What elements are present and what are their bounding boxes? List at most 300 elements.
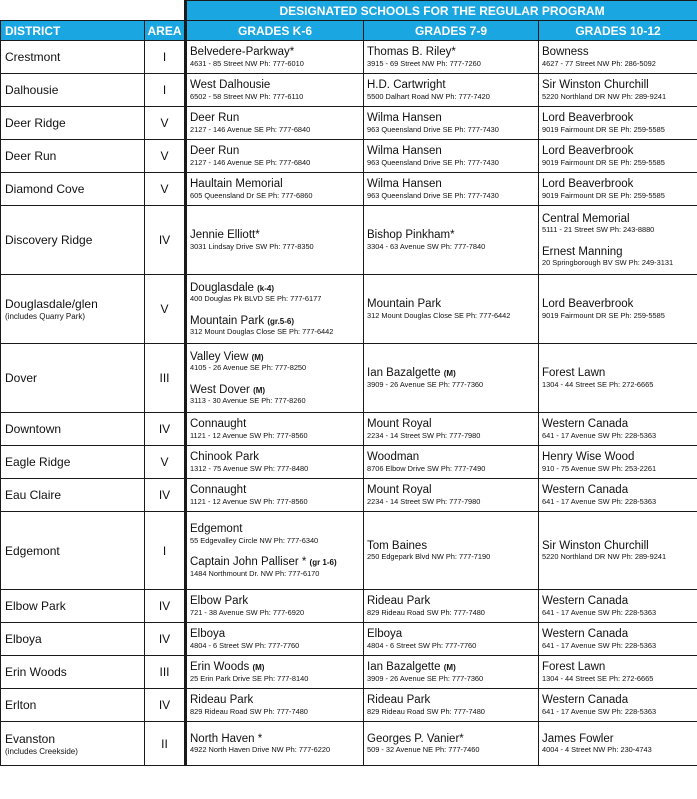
school-entry xyxy=(542,113,697,133)
school-spacer xyxy=(190,546,363,555)
school-address: 829 Rideau Road SW Ph: 777-7480 xyxy=(367,706,485,716)
table-row xyxy=(1,590,697,623)
school-entry xyxy=(367,230,538,250)
school-address: 2234 - 14 Street SW Ph: 777-7980 xyxy=(367,430,481,440)
school-address: 641 - 17 Avenue SW Ph: 228-5363 xyxy=(542,607,657,617)
district-cell xyxy=(1,656,145,689)
school-name: Lord Beaverbrook xyxy=(542,145,634,158)
school-name: Western Canada xyxy=(542,694,629,707)
school-name: Wilma Hansen xyxy=(367,112,442,125)
school-entry xyxy=(190,146,363,166)
school-name: Haultain Memorial xyxy=(190,178,283,191)
grades-10-12-cell xyxy=(539,689,697,722)
school-name-line xyxy=(542,113,697,125)
grades-k6-cell xyxy=(186,479,364,512)
district-cell xyxy=(1,206,145,275)
school-entry xyxy=(542,662,697,682)
school-entry xyxy=(542,368,697,388)
school-grade-tag: (k-4) xyxy=(257,283,275,293)
grades-k6-cell xyxy=(186,590,364,623)
school-name: Ian Bazalgette xyxy=(367,661,441,674)
school-name: Mountain Park xyxy=(367,298,442,311)
school-address: 5220 Northland DR NW Ph: 289-9241 xyxy=(542,552,667,562)
school-entry xyxy=(542,179,697,199)
school-name-line xyxy=(542,734,697,746)
area-cell: IV xyxy=(145,413,186,446)
grades-k6-cell xyxy=(186,656,364,689)
school-name-line xyxy=(190,524,363,536)
column-header-grades-k6: GRADES K-6 xyxy=(186,21,364,41)
school-name: Douglasdale xyxy=(190,281,254,294)
school-name-line xyxy=(190,734,363,746)
school-address: 4804 - 6 Street SW Ph: 777-7760 xyxy=(190,640,300,650)
column-header-grades-7-9: GRADES 7-9 xyxy=(364,21,539,41)
grades-k6-cell xyxy=(186,722,364,766)
school-name-line xyxy=(542,146,697,158)
table-row xyxy=(1,107,697,140)
grades-7-9-cell xyxy=(364,656,539,689)
school-name: Sir Winston Churchill xyxy=(542,539,649,552)
school-name-line xyxy=(190,47,363,59)
school-address: 4004 - 4 Street NW Ph: 230-4743 xyxy=(542,745,652,755)
school-name: Elbow Park xyxy=(190,595,249,608)
school-name: Central Memorial xyxy=(542,212,630,225)
school-name-line xyxy=(190,146,363,158)
school-name: H.D. Cartwright xyxy=(367,79,446,92)
school-entry xyxy=(367,299,538,319)
school-name-line xyxy=(190,662,363,674)
school-entry xyxy=(190,316,363,336)
school-address: 3909 - 26 Avenue SE Ph: 777-7360 xyxy=(367,379,484,389)
school-address: 641 - 17 Avenue SW Ph: 228-5363 xyxy=(542,640,657,650)
table-row xyxy=(1,344,697,413)
school-name-line xyxy=(542,247,697,259)
area-cell: I xyxy=(145,512,186,590)
grades-k6-cell xyxy=(186,446,364,479)
school-entry xyxy=(190,485,363,505)
school-name-line xyxy=(367,113,538,125)
school-address: 55 Edgevalley Circle NW Ph: 777-6340 xyxy=(190,535,319,545)
school-entry xyxy=(367,419,538,439)
school-name-line xyxy=(367,146,538,158)
school-address: 9019 Fairmount DR SE Ph: 259-5585 xyxy=(542,157,665,167)
school-address: 4922 North Haven Drive NW Ph: 777-6220 xyxy=(190,745,331,755)
school-name: Deer Run xyxy=(190,112,240,125)
district-cell xyxy=(1,173,145,206)
school-address: 9019 Fairmount DR SE Ph: 259-5585 xyxy=(542,124,665,134)
table-row xyxy=(1,173,697,206)
grades-k6-cell xyxy=(186,512,364,590)
school-name: Rideau Park xyxy=(367,595,431,608)
school-name-line xyxy=(190,179,363,191)
school-name-line xyxy=(190,113,363,125)
district-cell xyxy=(1,344,145,413)
school-address: 1304 - 44 Street SE Ph: 272-6665 xyxy=(542,379,654,389)
grades-7-9-cell xyxy=(364,74,539,107)
school-name-line xyxy=(190,385,363,397)
school-entry xyxy=(190,557,363,577)
district-cell xyxy=(1,590,145,623)
table-row xyxy=(1,623,697,656)
school-name: Ernest Manning xyxy=(542,245,623,258)
school-entry xyxy=(367,485,538,505)
school-name-line xyxy=(542,214,697,226)
school-name: Bowness xyxy=(542,46,589,59)
school-name-line xyxy=(190,283,363,295)
table-row xyxy=(1,74,697,107)
school-name-line xyxy=(190,316,363,328)
school-name-line xyxy=(542,662,697,674)
school-name: Valley View xyxy=(190,350,249,363)
school-name-line xyxy=(542,541,697,553)
area-cell: I xyxy=(145,41,186,74)
school-address: 2127 - 146 Avenue SE Ph: 777-6840 xyxy=(190,124,311,134)
school-address: 910 - 75 Avenue SW Ph: 253-2261 xyxy=(542,463,657,473)
school-entry xyxy=(542,485,697,505)
school-name: Belvedere-Parkway* xyxy=(190,46,295,59)
school-address: 312 Mount Douglas Close SE Ph: 777-6442 xyxy=(367,310,511,320)
district-name: Crestmont xyxy=(5,50,61,64)
school-name: Lord Beaverbrook xyxy=(542,298,634,311)
grades-10-12-cell xyxy=(539,41,697,74)
school-name: Connaught xyxy=(190,484,247,497)
school-name-line xyxy=(190,80,363,92)
district-name: Diamond Cove xyxy=(5,182,85,196)
school-grade-tag: (M) xyxy=(252,663,265,673)
district-name: Erlton xyxy=(5,698,37,712)
school-address: 3915 - 69 Street NW Ph: 777-7260 xyxy=(367,58,481,68)
school-name: Wilma Hansen xyxy=(367,178,442,191)
district-note: (includes Quarry Park) xyxy=(5,312,86,321)
area-cell: V xyxy=(145,446,186,479)
district-name: Edgemont xyxy=(5,543,60,558)
area-cell: II xyxy=(145,722,186,766)
school-name-line xyxy=(367,629,538,641)
area-cell: IV xyxy=(145,206,186,275)
school-address: 963 Queensland Drive SE Ph: 777-7430 xyxy=(367,190,499,200)
grades-10-12-cell xyxy=(539,479,697,512)
school-name: Edgemont xyxy=(190,523,243,536)
school-entry xyxy=(542,47,697,67)
grades-k6-cell xyxy=(186,413,364,446)
area-cell: III xyxy=(145,656,186,689)
grades-k6-cell xyxy=(186,689,364,722)
district-name: Erin Woods xyxy=(5,665,67,679)
school-entry xyxy=(542,299,697,319)
table-row xyxy=(1,275,697,344)
district-name: Douglasdale/glen xyxy=(5,297,98,311)
school-name: Mount Royal xyxy=(367,484,432,497)
school-entry xyxy=(367,596,538,616)
area-cell: IV xyxy=(145,479,186,512)
school-name: Deer Run xyxy=(190,145,240,158)
grades-7-9-cell xyxy=(364,446,539,479)
grades-7-9-cell xyxy=(364,512,539,590)
school-address: 5500 Dalhart Road NW Ph: 777-7420 xyxy=(367,91,490,101)
school-name-line xyxy=(367,734,538,746)
grades-10-12-cell xyxy=(539,206,697,275)
grades-k6-cell xyxy=(186,344,364,413)
table-row xyxy=(1,656,697,689)
banner-blank xyxy=(1,1,186,21)
school-entry xyxy=(190,80,363,100)
school-grade-tag: (M) xyxy=(253,385,266,395)
table-row xyxy=(1,512,697,590)
grades-10-12-cell xyxy=(539,74,697,107)
school-name: Erin Woods xyxy=(190,661,250,674)
district-cell xyxy=(1,413,145,446)
school-entry xyxy=(542,734,697,754)
school-entry xyxy=(190,47,363,67)
district-cell xyxy=(1,107,145,140)
school-name-line xyxy=(542,629,697,641)
school-name-line xyxy=(190,230,363,242)
school-entry xyxy=(367,47,538,67)
district-cell xyxy=(1,623,145,656)
school-address: 1312 - 75 Avenue SW Ph: 777-8480 xyxy=(190,463,309,473)
district-name: Dalhousie xyxy=(5,83,59,97)
grades-10-12-cell xyxy=(539,140,697,173)
school-name-line xyxy=(367,368,538,380)
school-address: 8706 Elbow Drive SW Ph: 777-7490 xyxy=(367,463,486,473)
grades-10-12-cell xyxy=(539,173,697,206)
area-cell: V xyxy=(145,140,186,173)
grades-k6-cell xyxy=(186,623,364,656)
school-entry xyxy=(542,146,697,166)
school-entry xyxy=(190,662,363,682)
school-name: Sir Winston Churchill xyxy=(542,79,649,92)
column-header-row xyxy=(1,21,697,41)
grades-7-9-cell xyxy=(364,479,539,512)
school-address: 4105 - 26 Avenue SE Ph: 777-8250 xyxy=(190,363,307,373)
school-address: 963 Queensland Drive SE Ph: 777-7430 xyxy=(367,157,499,167)
district-name: Downtown xyxy=(5,422,62,436)
school-address: 829 Rideau Road SW Ph: 777-7480 xyxy=(367,607,485,617)
grades-10-12-cell xyxy=(539,344,697,413)
grades-7-9-cell xyxy=(364,344,539,413)
grades-k6-cell xyxy=(186,275,364,344)
school-address: 1121 - 12 Avenue SW Ph: 777-8560 xyxy=(190,496,308,506)
table-banner-title: DESIGNATED SCHOOLS FOR THE REGULAR PROGRAM xyxy=(186,1,697,21)
school-address: 6502 - 58 Street NW Ph: 777-6110 xyxy=(190,91,304,101)
school-address: 2127 - 146 Avenue SE Ph: 777-6840 xyxy=(190,157,311,167)
school-address: 721 - 38 Avenue SW Ph: 777-6920 xyxy=(190,607,305,617)
school-name: Bishop Pinkham* xyxy=(367,229,455,242)
district-cell xyxy=(1,512,145,590)
district-cell xyxy=(1,479,145,512)
school-name-line xyxy=(367,80,538,92)
district-name: Deer Run xyxy=(5,149,57,163)
school-entry xyxy=(542,247,697,267)
school-entry xyxy=(190,179,363,199)
school-name-line xyxy=(367,662,538,674)
area-cell: IV xyxy=(145,590,186,623)
district-name: Dover xyxy=(5,371,38,385)
school-name: Thomas B. Riley* xyxy=(367,46,456,59)
school-name: West Dover xyxy=(190,383,250,396)
school-name: Mountain Park xyxy=(190,314,265,327)
school-entry xyxy=(367,541,538,561)
district-name: Eau Claire xyxy=(5,488,62,502)
area-cell: III xyxy=(145,344,186,413)
area-cell: V xyxy=(145,173,186,206)
school-name: Tom Baines xyxy=(367,539,428,552)
district-cell xyxy=(1,722,145,766)
school-name: Forest Lawn xyxy=(542,661,606,674)
school-entry xyxy=(190,695,363,715)
school-address: 9019 Fairmount DR SE Ph: 259-5585 xyxy=(542,190,665,200)
school-entry xyxy=(542,629,697,649)
table-row xyxy=(1,140,697,173)
school-entry xyxy=(367,734,538,754)
grades-7-9-cell xyxy=(364,590,539,623)
area-cell: IV xyxy=(145,623,186,656)
grades-k6-cell xyxy=(186,173,364,206)
school-name-line xyxy=(542,368,697,380)
school-name-line xyxy=(367,230,538,242)
area-cell: V xyxy=(145,107,186,140)
school-name-line xyxy=(542,299,697,311)
district-cell xyxy=(1,275,145,344)
school-address: 3113 - 30 Avenue SE Ph: 777-8260 xyxy=(190,396,306,405)
table-row xyxy=(1,206,697,275)
school-entry xyxy=(190,352,363,372)
school-name: Ian Bazalgette xyxy=(367,367,441,380)
grades-k6-cell xyxy=(186,206,364,275)
school-entry xyxy=(367,113,538,133)
school-name-line xyxy=(190,557,363,569)
school-name-line xyxy=(367,179,538,191)
school-name-line xyxy=(367,596,538,608)
school-address: 25 Erin Park Drive SE Ph: 777-8140 xyxy=(190,673,309,683)
school-entry xyxy=(542,452,697,472)
school-name: Elboya xyxy=(190,628,226,641)
school-name: Western Canada xyxy=(542,628,629,641)
school-address: 2234 - 14 Street SW Ph: 777-7980 xyxy=(367,496,481,506)
school-entry xyxy=(190,596,363,616)
grades-7-9-cell xyxy=(364,140,539,173)
table-row xyxy=(1,479,697,512)
school-name: Western Canada xyxy=(542,595,629,608)
school-address: 1484 Northmount Dr. NW Ph: 777-6170 xyxy=(190,568,320,578)
grades-7-9-cell xyxy=(364,413,539,446)
school-name: Lord Beaverbrook xyxy=(542,112,634,125)
school-entry xyxy=(190,629,363,649)
school-address: 4804 - 6 Street SW Ph: 777-7760 xyxy=(367,640,477,650)
school-address: 250 Edgepark Blvd NW Ph: 777-7190 xyxy=(367,552,491,562)
grades-k6-cell xyxy=(186,74,364,107)
school-name-line xyxy=(542,179,697,191)
school-address: 641 - 17 Avenue SW Ph: 228-5363 xyxy=(542,430,657,440)
school-address: 1304 - 44 Street SE Ph: 272-6665 xyxy=(542,673,654,683)
school-name-line xyxy=(367,541,538,553)
school-name: Western Canada xyxy=(542,418,629,431)
grades-7-9-cell xyxy=(364,173,539,206)
school-name-line xyxy=(190,596,363,608)
banner-row xyxy=(1,1,697,21)
table-row xyxy=(1,722,697,766)
grades-7-9-cell xyxy=(364,275,539,344)
school-name-line xyxy=(367,695,538,707)
grades-10-12-cell xyxy=(539,275,697,344)
school-name-line xyxy=(367,47,538,59)
school-name-line xyxy=(542,419,697,431)
school-entry xyxy=(190,734,363,754)
area-cell: I xyxy=(145,74,186,107)
column-header-district: DISTRICT xyxy=(1,21,145,41)
school-address: 20 Springborough BV SW Ph: 249-3131 xyxy=(542,258,674,267)
school-address: 3909 - 26 Avenue SE Ph: 777-7360 xyxy=(367,673,484,683)
school-name: Rideau Park xyxy=(190,694,254,707)
school-name-line xyxy=(542,452,697,464)
grades-k6-cell xyxy=(186,41,364,74)
school-name: West Dalhousie xyxy=(190,79,271,92)
grades-10-12-cell xyxy=(539,512,697,590)
grades-7-9-cell xyxy=(364,41,539,74)
area-cell: IV xyxy=(145,689,186,722)
school-spacer xyxy=(542,236,697,245)
school-entry xyxy=(367,695,538,715)
district-name: Evanston xyxy=(5,731,56,746)
school-spacer xyxy=(190,305,363,314)
grades-7-9-cell xyxy=(364,107,539,140)
school-name-line xyxy=(190,629,363,641)
school-address: 312 Mount Douglas Close SE Ph: 777-6442 xyxy=(190,327,334,336)
school-grade-tag: (M) xyxy=(443,369,456,379)
district-cell xyxy=(1,689,145,722)
school-name: Elboya xyxy=(367,628,403,641)
school-address: 4631 - 85 Street NW Ph: 777-6010 xyxy=(190,58,304,68)
school-address: 1121 - 12 Avenue SW Ph: 777-8560 xyxy=(190,430,308,440)
grades-10-12-cell xyxy=(539,623,697,656)
school-name: James Fowler xyxy=(542,732,614,745)
school-entry xyxy=(542,695,697,715)
school-name: Georges P. Vanier* xyxy=(367,732,464,745)
school-name-line xyxy=(367,485,538,497)
school-address: 605 Queensland Dr SE Ph: 777-6860 xyxy=(190,190,313,200)
grades-k6-cell xyxy=(186,107,364,140)
school-entry xyxy=(190,419,363,439)
school-entry xyxy=(367,146,538,166)
school-name: Henry Wise Wood xyxy=(542,451,635,464)
school-address: 4627 - 77 Street NW Ph: 286-5092 xyxy=(542,58,656,68)
school-name: Forest Lawn xyxy=(542,367,606,380)
table-body xyxy=(1,41,697,766)
school-entry xyxy=(190,230,363,250)
school-name-line xyxy=(542,596,697,608)
school-name: Wilma Hansen xyxy=(367,145,442,158)
grades-10-12-cell xyxy=(539,590,697,623)
school-name-line xyxy=(542,485,697,497)
school-name-line xyxy=(542,80,697,92)
column-header-area: AREA xyxy=(145,21,186,41)
school-name: Captain John Palliser * xyxy=(190,556,307,568)
grades-10-12-cell xyxy=(539,413,697,446)
school-name-line xyxy=(367,452,538,464)
school-address: 641 - 17 Avenue SW Ph: 228-5363 xyxy=(542,706,657,716)
school-name: Jennie Elliott* xyxy=(190,229,260,242)
school-address: 3304 - 63 Avenue SW Ph: 777-7840 xyxy=(367,241,486,251)
school-address: 5111 - 21 Street SW Ph: 243-8880 xyxy=(542,225,655,235)
grades-7-9-cell xyxy=(364,623,539,656)
school-entry xyxy=(367,179,538,199)
school-entry xyxy=(542,80,697,100)
district-cell xyxy=(1,446,145,479)
grades-10-12-cell xyxy=(539,446,697,479)
school-name-line xyxy=(367,299,538,311)
grades-7-9-cell xyxy=(364,206,539,275)
school-entry xyxy=(190,524,363,544)
